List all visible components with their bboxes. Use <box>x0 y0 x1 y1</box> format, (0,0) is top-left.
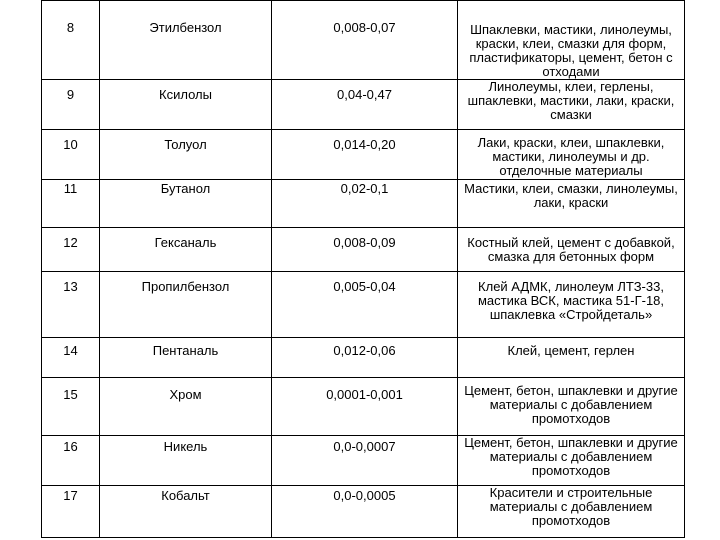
concentration-value: 0,04-0,47 <box>272 80 458 130</box>
row-number: 10 <box>42 130 100 180</box>
table-row <box>42 180 685 228</box>
concentration-value: 0,02-0,1 <box>272 180 458 228</box>
source-materials: Цемент, бетон, шпаклевки и другие материалы с добавлением промотходов <box>458 378 685 436</box>
row-number: 11 <box>42 180 100 228</box>
row-number: 17 <box>42 486 100 538</box>
row-number: 16 <box>42 436 100 486</box>
source-materials: Лаки, краски, клеи, шпаклевки, мастики, линолеумы и др. отделочные материалы <box>458 130 685 180</box>
row-number: 12 <box>42 228 100 272</box>
substance-name: Бутанол <box>100 180 272 228</box>
source-materials: Костный клей, цемент с добавкой, смазка для бетонных форм <box>458 228 685 272</box>
concentration-value: 0,0-0,0007 <box>272 436 458 486</box>
row-number: 8 <box>42 1 100 80</box>
concentration-value: 0,008-0,07 <box>272 1 458 80</box>
substances-table <box>41 0 685 538</box>
substance-name: Этилбензол <box>100 1 272 80</box>
concentration-value: 0,005-0,04 <box>272 272 458 338</box>
substance-name: Пентаналь <box>100 338 272 378</box>
concentration-value: 0,0-0,0005 <box>272 486 458 538</box>
source-materials: Шпаклевки, мастики, линолеумы, краски, клеи, смазки для форм, пластификаторы, цемент, бетон с отходами <box>458 1 685 80</box>
source-materials: Мастики, клеи, смазки, линолеумы, лаки, краски <box>458 180 685 228</box>
table-row <box>42 228 685 272</box>
substance-name: Гексаналь <box>100 228 272 272</box>
source-materials: Цемент, бетон, шпаклевки и другие материалы с добавлением промотходов <box>458 436 685 486</box>
source-materials: Клей, цемент, герлен <box>458 338 685 378</box>
concentration-value: 0,008-0,09 <box>272 228 458 272</box>
table-row <box>42 378 685 436</box>
row-number: 14 <box>42 338 100 378</box>
concentration-value: 0,012-0,06 <box>272 338 458 378</box>
substance-name: Никель <box>100 436 272 486</box>
source-materials: Линолеумы, клеи, герлены, шпаклевки, мастики, лаки, краски, смазки <box>458 80 685 130</box>
row-number: 13 <box>42 272 100 338</box>
substance-name: Пропилбензол <box>100 272 272 338</box>
substance-name: Хром <box>100 378 272 436</box>
substance-name: Кобальт <box>100 486 272 538</box>
table-row <box>42 130 685 180</box>
table-row <box>42 1 685 80</box>
table-row <box>42 272 685 338</box>
row-number: 9 <box>42 80 100 130</box>
row-number: 15 <box>42 378 100 436</box>
table-row <box>42 338 685 378</box>
table-row <box>42 486 685 538</box>
substance-name: Толуол <box>100 130 272 180</box>
source-materials: Клей АДМК, линолеум ЛТЗ-33, мастика ВСК, мастика 51-Г-18, шпаклевка «Стройдеталь» <box>458 272 685 338</box>
table-row <box>42 80 685 130</box>
substance-name: Ксилолы <box>100 80 272 130</box>
concentration-value: 0,0001-0,001 <box>272 378 458 436</box>
source-materials: Красители и строительные материалы с добавлением промотходов <box>458 486 685 538</box>
concentration-value: 0,014-0,20 <box>272 130 458 180</box>
table-row <box>42 436 685 486</box>
